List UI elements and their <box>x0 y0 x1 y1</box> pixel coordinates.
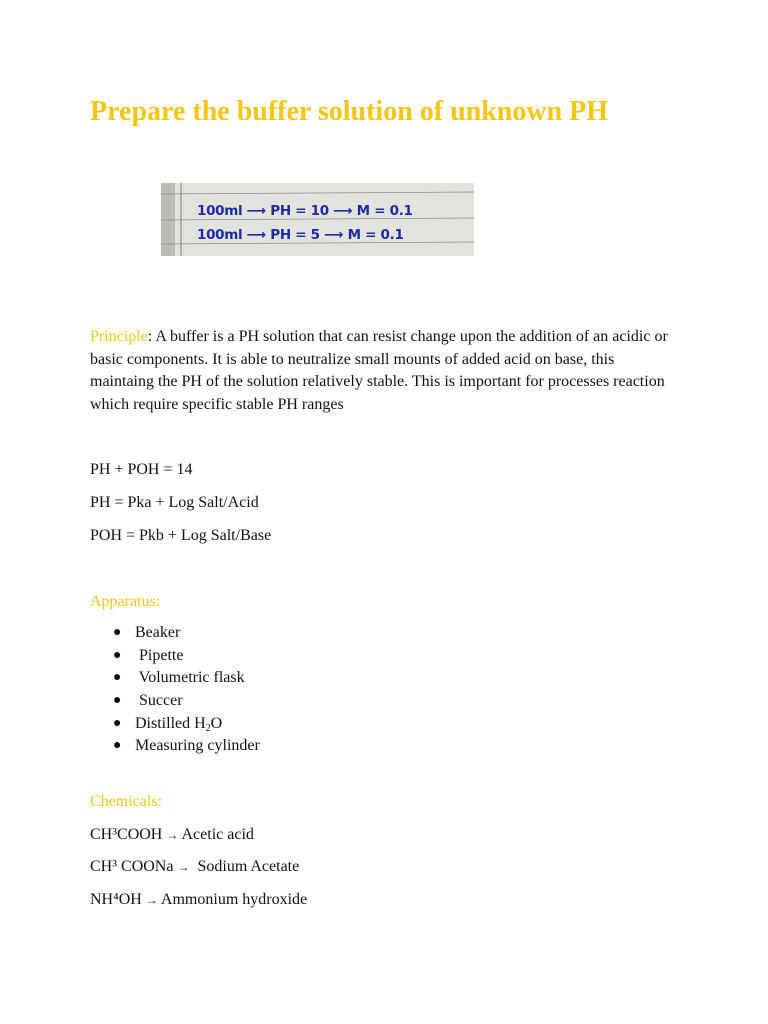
list-item-label: Distilled H <box>135 714 206 732</box>
equation-ph-poh: PH + POH = 14 <box>90 461 193 478</box>
principle-text: : A buffer is a PH solution that can resist change upon the addition of an acidic or basic components. It is able to neutralize small mounts of added acid on base, this maintaing the PH of the solution relatively stable. This is important for processes reaction which require specific stable PH ranges <box>90 328 668 413</box>
water-subscript: 2 <box>205 722 211 734</box>
chemical-sodium-acetate <box>90 856 299 878</box>
chemical-formula: CH³ COONa <box>90 858 174 875</box>
arrow-icon: → <box>145 893 158 907</box>
chemicals-heading: Chemicals: <box>90 793 162 810</box>
list-item-label: Beaker <box>135 624 181 641</box>
chemical-ammonium-hydroxide <box>90 889 307 911</box>
handwritten-line-1: 100ml ⟶ PH = 10 ⟶ M = 0.1 <box>197 203 413 219</box>
chemical-formula: NH⁴OH <box>90 891 142 908</box>
water-suffix: O <box>210 714 223 732</box>
chemical-name: Ammonium hydroxide <box>160 891 308 908</box>
equation-ph: PH = Pka + Log Salt/Acid <box>90 494 259 511</box>
notebook-paper <box>161 183 474 256</box>
list-item <box>90 667 260 690</box>
chemical-name: Sodium Acetate <box>197 858 300 875</box>
principle-label: Principle <box>90 328 148 345</box>
list-item-label: Succer <box>135 692 183 710</box>
arrow-icon: → <box>177 860 190 874</box>
page-title: Prepare the buffer solution of unknown PH <box>90 96 609 127</box>
handwritten-line-2: 100ml ⟶ PH = 5 ⟶ M = 0.1 <box>197 227 404 243</box>
list-item-label: Measuring cylinder <box>135 737 260 755</box>
list-item-label: Volumetric flask <box>135 669 245 687</box>
list-item <box>90 690 260 713</box>
bullet-icon: ● <box>113 715 122 731</box>
list-item <box>90 713 260 736</box>
equation-poh: POH = Pkb + Log Salt/Base <box>90 527 272 544</box>
bullet-icon: ● <box>113 738 122 754</box>
bullet-icon: ● <box>113 693 122 709</box>
list-item <box>90 645 260 668</box>
bullet-icon: ● <box>113 670 122 686</box>
chemical-acetic-acid <box>90 824 254 846</box>
apparatus-heading: Apparatus: <box>90 593 161 610</box>
apparatus-list <box>90 622 260 758</box>
chemical-name: Acetic acid <box>181 826 254 843</box>
list-item <box>90 622 260 645</box>
bullet-icon: ● <box>113 625 122 640</box>
bullet-icon: ● <box>113 647 122 663</box>
list-item-label: Pipette <box>135 646 184 664</box>
principle-paragraph <box>90 326 680 416</box>
chemical-formula: CH³COOH <box>90 826 163 843</box>
list-item <box>90 735 260 758</box>
handwritten-notes-photo <box>161 183 474 256</box>
arrow-icon: → <box>166 828 179 842</box>
